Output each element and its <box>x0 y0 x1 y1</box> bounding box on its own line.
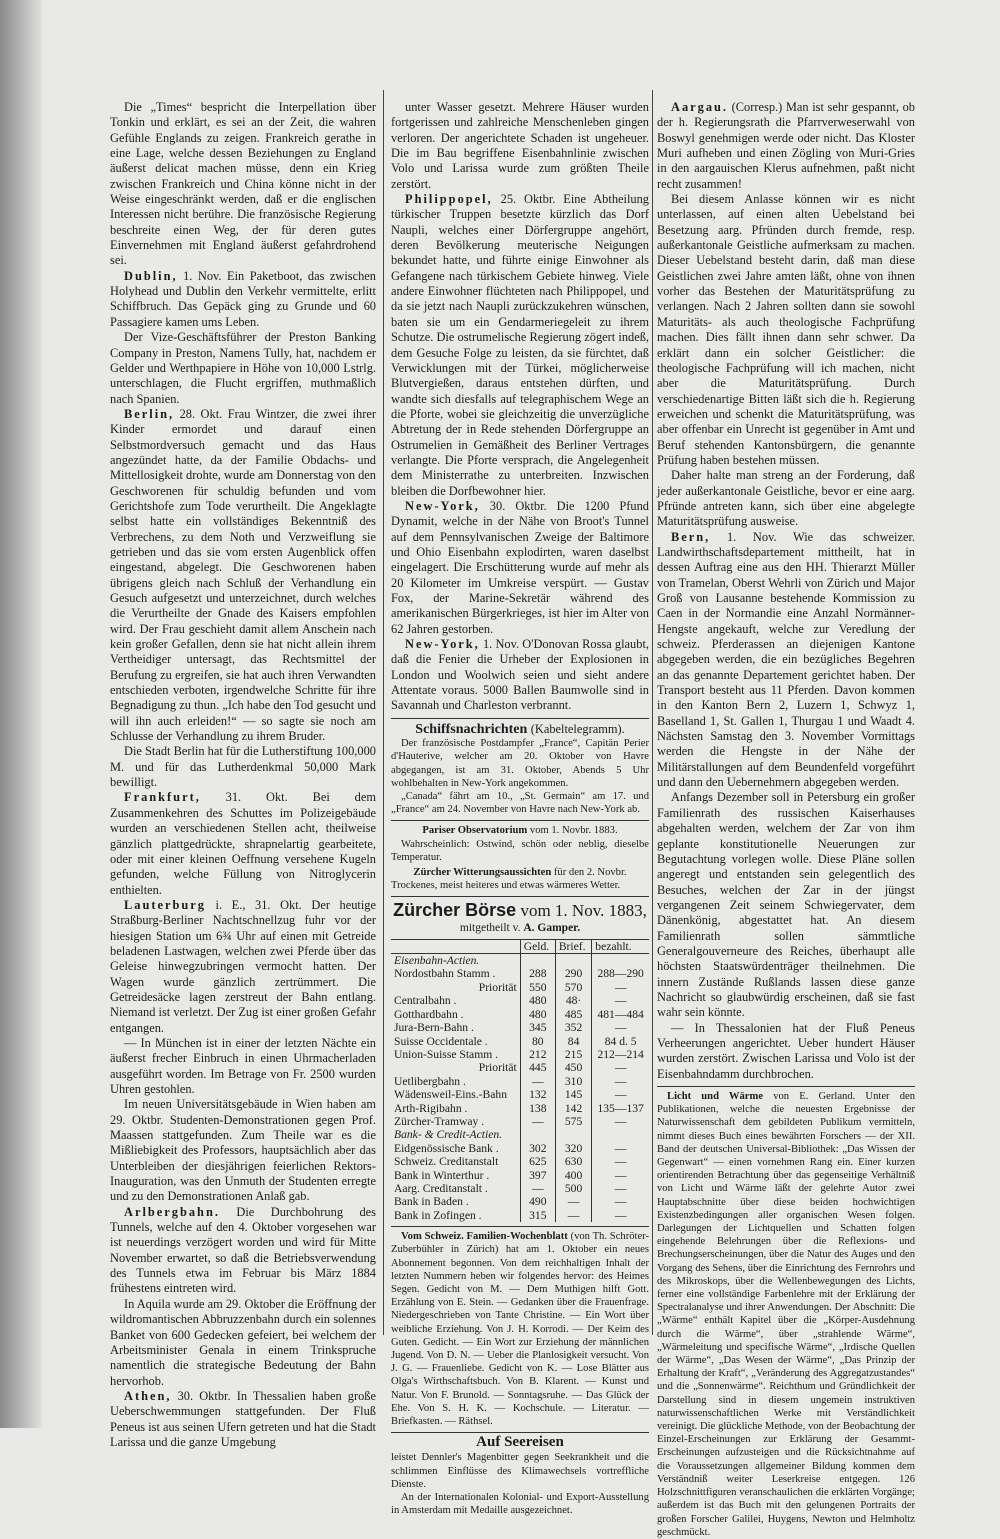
table-row <box>391 1115 649 1128</box>
book-review: Licht und Wärme von E. Gerland. Unter den Publikationen, welche die neuesten Ergebnisse der Naturwissenschaft dem gebildeten Publikum vermitteln, nimmt dieses Buch eines bewährten Forschers — der XII. Band der deutschen Universal-Bibliothek: „Das Wissen der Gegenwart“ — einen vornehmen Rang ein. Einer kurzen orientirenden Betrachtung über das gegenseitige Verhältniß von Licht und Wärme läßt der gelehrte Autor zwei Hauptabschnitte über diese beiden hochwichtigen Existenzbedingungen aller organischen Wesen folgen. Darlegungen der Lichtquellen und Schatten folgen eingehende Belehrungen über die Reflexions- und Brechungserscheinungen, über die Natur des Auges und den Vorgang des Sehens, über die Einrichtung des Fernrohrs und des Mikroskops, über die Wellenbewegungen des Lichts, ferner eine vollständige Farbenlehre mit der Erklärung der Spectralanalyse und ihrer Anwendungen. Der Abschnitt: Die „Wärme“ enthält Kapitel über die „Körper-Ausdehnung durch die Wärme“, über „strahlende Wärme“, „Wärmeleitung und specifische Wärme“, „Irdische Quellen der Wärme“, „Das Wesen der Wärme“, „Das Prinzip der Erhaltung der Kraft“, „Veränderung des Aggregatzustandes“ und die „Sonnenwärme“. Reichthum und Gründlichkeit der Darstellung sind in diesem ungemein instruktiven naturwissenschaftlichen Werke mit Verständlichkeit vereinigt. Die glückliche Methode, von der Beobachtung der Einzel-Erscheinungen zur Erklärung der Gesammt-Erscheinungen aufzusteigen und die Rücksichtnahme auf die Voraussetzungen allgemeiner Bildung kommen dem Verständniß weiter Leserkreise entgegen. 126 Holzschnittfiguren veranschaulichen die erklärten Vorgänge; außerdem ist das Buch mit den gelungenen Portraits der großen Forscher Galilei, Huygens, Newton und Helmholtz geschmückt. <box>657 1091 916 1538</box>
table-cell: 315 <box>520 1209 555 1222</box>
table-cell: — <box>592 1075 649 1088</box>
divider <box>391 1226 649 1227</box>
table-row <box>391 1048 649 1061</box>
article-paragraph: Der Vize-Geschäftsführer der Preston Banking Company in Preston, Namens Tully, hat, nachdem er Gelder und Werthpapiere in Höhe von 10,000 Lstrlg. unterschlagen, die Flucht ergriffen, muthmaßlich nach Spanien. <box>110 330 376 406</box>
divider <box>657 1086 915 1087</box>
table-cell: 288—290 <box>592 967 649 980</box>
article-paragraph: Bern, 1. Nov. Wie das schweizer. Landwirthschaftsdepartement mittheilt, hat in dessen Auftrag eine aus den HH. Thierarzt Müller von Tramelan, Oberst Wehrli von Zürich und Major Groß von Lausanne bestehende Kommission zu Caen in der Normandie eine Anzahl Normänner-Hengste angekauft, welche zur Veredlung der schweiz. Pferderassen an diejenigen Kantone abgegeben werden, die ein bezügliches Begehren an das genannte Departement gerichtet haben. Der Transport besteht aus 11 Pferden. Davon kommen in den Kanton Bern 2, Luzern 1, Schwyz 1, Baselland 1, St. Gallen 1, Thurgau 1 und Waadt 4. Nächsten Samstag den 3. November Vormittags werden die Hengste in der Nähe der Militärstallungen auf dem Beundenfeld vorgeführt und dann den Uebernehmern abgegeben werden. <box>657 529 915 790</box>
table-cell: — <box>592 981 649 994</box>
column-rule <box>652 90 653 1335</box>
article-dateline: Frankfurt, <box>124 790 201 805</box>
table-cell: — <box>555 1195 591 1208</box>
table-cell: 400 <box>555 1169 591 1182</box>
table-row <box>391 1061 649 1074</box>
article-paragraph: Bei diesem Anlasse können wir es nicht unterlassen, auf einen alten Uebelstand bei Besetzung aarg. Pfründen durch fremde, resp. außerkantonale Geistliche aufmerksam zu machen. Dieser Uebelstand besteht darin, daß man diese Geistlichen zwei Jahre amten läßt, ohne von ihnen vorher das Bestehen der Maturitätsprüfung zu verlangen. Nach 2 Jahren sollten dann sie sowohl Maturitäts- als auch theologische Fachprüfung machen. Dies fällt ihnen dann sehr schwer. Da erklärt dann ein solcher Geistlicher: die theologische Fachprüfung will ich machen, nicht aber die Maturitätsprüfung. Durch verschiedenartige Bitten läßt sich die h. Regierung erweichen und schenkt die Maturitätsprüfung, was aber offenbar ein Unrecht ist gegenüber in Amt und Beruf stehenden Kantonsbürgern, die genannte Prüfung haben bestehen müssen. <box>657 192 915 467</box>
table-cell: 142 <box>555 1102 591 1115</box>
table-cell: Gotthardbahn . <box>394 1007 464 1021</box>
article-paragraph: Berlin, 28. Okt. Frau Wintzer, die zwei ihrer Kinder ermordet und darauf einen Selbstmordversuch gemacht und das Haus angezündet hatte, da der Familie Obdachs- und Mittellosigkeit drohte, wurde am Donnerstag von den Geschworenen für schuldig befunden und vom Gerichtshofe zum Tode verurtheilt. Die Angeklagte selbst hatte ein vollständiges Bekenntniß des Verbrechens, zu dem Noth und Verzweiflung sie getrieben und das sie vom ersten Augenblick offen eingestand, abgelegt. Die Geschworenen haben übrigens gleich nach Schluß der Verhandlung ein Gesuch aufgesetzt und unterzeichnet, durch welches die Verurtheilte der Gnade des Kaisers empfohlen wird. Der Frau geschieht damit allem Anschein nach kein großer Gefallen, denn sie hat nicht allein ihrem Vertheidiger untersagt, das Rechtsmittel der Berufung zu ergreifen, sie hat auch ihren Verwandten entschieden verboten, irgendwelche Schritte für ihre Begnadigung zu thun. „Ich habe den Tod gesucht und will ihn auch erleiden!“ — so sagte sie noch am Schlusse der Verhandlung zu ihrem Bruder. <box>110 406 376 744</box>
table-row <box>391 1142 649 1155</box>
table-cell: Bank in Baden . <box>394 1195 469 1209</box>
table-cell: 215 <box>555 1048 591 1061</box>
column-header: bezahlt. <box>592 939 649 953</box>
table-cell: — <box>592 1209 649 1222</box>
table-cell: Nordostbahn Stamm . <box>394 967 496 981</box>
table-cell: Wädensweil-Eins.-Bahn <box>394 1088 508 1102</box>
table-row <box>391 981 649 994</box>
table-cell: — <box>520 1182 555 1195</box>
table-cell: 212 <box>520 1048 555 1061</box>
table-cell: Uetlibergbahn . <box>394 1074 466 1088</box>
table-cell: — <box>592 1021 649 1034</box>
article-paragraph: Frankfurt, 31. Okt. Bei dem Zusammenkehren des Schuttes im Polizeigebäude wurden an verschiedenen Stellen acht, theilweise gänzlich plattgedrückte, shrapnelartig gearbeitete, oder mit einer kleinen Oeffnung versehene Kugeln gefunden, welche Füllung von Nitroglycerin enthielten. <box>110 790 376 897</box>
article-paragraph: Anfangs Dezember soll in Petersburg ein großer Familienrath des russischen Kaiserhauses abgehalten werden, welchem der Zar von ihm geplante konstitutionelle Neuerungen zur Begutachtung vorlegen wolle. Diese Pläne sollen angeregt und entstanden sein gelegentlich des Besuches, welchen der Zar in der jüngst vergangenen Zeit seinem Schwiegervater, dem Dänenkönig, abgestattet hat. An diesem Familienrath sollen sämmtliche Generalgouverneure des Reiches, überhaupt alle höchsten Staatswürdenträger theilnehmen. Die innern Zustände Rußlands lassen diese ganze Nachricht so glaubwürdig erscheinen, daß sie fast wahr sein könnte. <box>657 790 915 1020</box>
table-cell: Priorität <box>478 1061 517 1075</box>
table-cell: 212—214 <box>592 1048 649 1061</box>
table-cell: 138 <box>520 1102 555 1115</box>
table-cell: 135—137 <box>592 1102 649 1115</box>
table-row <box>391 994 649 1007</box>
table-cell: Eidgenössische Bank . <box>394 1141 499 1155</box>
divider <box>391 718 649 719</box>
table-row <box>391 1035 649 1048</box>
table-cell: Arth-Rigibahn . <box>394 1101 468 1115</box>
article-dateline: New-York, <box>405 637 480 652</box>
article-paragraph: Daher halte man streng an der Forderung, daß jeder außerkantonale Geistliche, bevor er eine aarg. Pfründe antreten kann, sich über eine abgelegte Maturitätsprüfung ausweise. <box>657 468 915 529</box>
article-paragraph: Im neuen Universitätsgebäude in Wien haben am 29. Oktbr. Studenten-Demonstrationen gegen Prof. Maassen stattgefunden. Zum Theile war es die Mißliebigkeit des Professors, hauptsächlich aber das Unterbleiben der diesjährigen feierlichen Rektors-Inauguration, was den Unmuth der Studenten erregte und zu den Demonstrationen Anlaß gab. <box>110 1097 376 1204</box>
table-cell: — <box>592 1061 649 1074</box>
table-row <box>391 1088 649 1101</box>
ship-news <box>391 722 649 817</box>
table-cell: Bank in Zofingen . <box>394 1208 482 1222</box>
table-cell: 132 <box>520 1088 555 1101</box>
table-cell: 480 <box>520 1008 555 1021</box>
table-cell: Zürcher-Tramway . <box>394 1114 485 1128</box>
article-paragraph: Philippopel, 25. Oktbr. Eine Abtheilung türkischer Truppen besetzte kürzlich das Dorf Naupli, welches einer Dörfergruppe angehört, deren Bevölkerung meuterische Neigungen bekundet hatte, und führte einige Einwohner als Gefangene nach türkischem Gebiete hinweg. Viele andere Einwohner flüchteten nach Philippopel, und da sie jetzt nach Naupli zurückzukehren wünschen, baten sie um ein Gendarmeriegeleit zu ihrem Schutze. Die ostrumelische Regierung zögert indeß, dem Gesuche Folge zu leisten, da sie fürchtet, daß Verwicklungen mit der Türkei, möglicherweise Blutvergießen, daraus entstehen dürften, und wandte sich diesfalls auf telegraphischem Wege an die Pforte, wobei sie gleichzeitig die unverzügliche Abtretung der in Rede stehenden Dörfergruppe an Ostrumelien in Gemäßheit des Berliner Vertrages verlangte. Die Pforte versprach, die Angelegenheit dem Ministerrathe zu unterbreiten. Inzwischen bleiben die Dorfbewohner hier. <box>391 192 649 498</box>
divider <box>391 896 649 897</box>
table-cell: — <box>520 1115 555 1128</box>
table-cell: 84 d. 5 <box>592 1035 649 1048</box>
table-cell: 450 <box>555 1061 591 1074</box>
table-cell: 288 <box>520 967 555 980</box>
table-cell: — <box>592 1088 649 1101</box>
table-cell: 490 <box>520 1195 555 1208</box>
advertisement: Auf Seereisen leistet Dennler's Magenbitter gegen Seekrankheit und die schlimmen Einflüsse des Klimawechsels vortreffliche Dienste. An der Internationalen Kolonial- und Export-Ausstellung in Amsterdam mit Medaille ausgezeichnet. <box>391 1434 649 1517</box>
table-cell: — <box>592 1142 649 1155</box>
table-cell: Suisse Occidentale . <box>394 1034 488 1048</box>
table-cell: 302 <box>520 1142 555 1155</box>
table-cell: Centralbahn . <box>394 994 457 1008</box>
table-cell: 320 <box>555 1142 591 1155</box>
article-paragraph: Arlbergbahn. Die Durchbohrung des Tunnels, welche auf den 4. Oktober vorgesehen war ist neuerdings verzögert worden und wird für Mitte November erwartet, so daß die Betriebsverwendung des Tunnels etwa im Februar bis März 1884 frühestens eintreten wird. <box>110 1204 376 1296</box>
column-2-articles <box>391 100 649 714</box>
article-dateline: Athen, <box>124 1388 172 1403</box>
article-paragraph: Lauterburg i. E., 31. Okt. Der heutige Straßburg-Berliner Nachtschnellzug fuhr vor der hiesigen Station um 6¾ Uhr auf einen mit Getreide beladenen Lastwagen, welchen zwei Pferde über das Geleise hinwegzubringen vermocht hatten. Der Wagen wurde gänzlich zertrümmert. Die Getreidesäcke lagen zerstreut der Bahn entlang. Niemand ist verletzt. Der Zug ist einer großen Gefahr entgangen. <box>110 897 376 1035</box>
group-label: Bank- & Credit-Actien. <box>394 1128 503 1142</box>
table-cell: 575 <box>555 1115 591 1128</box>
table-cell: 290 <box>555 967 591 980</box>
table-cell: 352 <box>555 1021 591 1034</box>
table-cell: 550 <box>520 981 555 994</box>
article-dateline: Bern, <box>671 529 711 544</box>
table-cell: 145 <box>555 1088 591 1101</box>
article-paragraph: Die „Times“ bespricht die Interpellation über Tonkin und erklärt, es sei an der Zeit, die wahren Gefühle Englands zu zeigen. Frankreich gerathe in eine Lage, welche dessen Beziehungen zu England äußerst delicat machen müsse, denn ein Krieg zwischen Frankreich und China könne nicht in der Weise eingeschränkt werden, daß er die englischen Interessen nicht berühre. Die französische Regierung beschreite einen Weg, der für deren gutes Einvernehmen mit England äußerst gefahrdrohend sei. <box>110 100 376 268</box>
divider <box>391 1432 649 1433</box>
column-3 <box>657 100 915 1539</box>
scan-edge <box>0 0 42 1428</box>
table-cell: Bank in Winterthur . <box>394 1168 490 1182</box>
article-dateline: Arlbergbahn. <box>124 1204 220 1219</box>
table-cell: — <box>592 994 649 1007</box>
table-cell: — <box>592 1115 649 1128</box>
family-weekly-notice: Vom Schweiz. Familien-Wochenblatt (von Th. Schröter-Zuberbühler in Zürich) hat am 1. Oktober ein neues Abonnement begonnen. Von dem reichhaltigen Inhalt der letzten Nummern heben wir folgendes hervor: des Heimes Segen. Gedicht von M. — Dem Muthigen hilft Gott. Erzählung von E. Stein. — Gedanken über die Frauenfrage. Niedergeschrieben von Tante Christine. — Ein Wort über weibliche Erziehung. Von J. H. Korrodi. — Der Keim des Guten. Gedicht. — Ein Wort zur Erziehung der männlichen Jugend. Von D. N. — Ueber die Planlosigkeit versucht. Von J. G. — Frauenliebe. Gedicht von K. — Lose Blätter aus Olga's Wirthschaftsbuch. Von B. Klarent. — Kunst und Natur. Von F. Brunold. — Sonntagsruhe. — Das Glück der Ehe. Von S. H. K. — Kochschule. — Literatur. — Briefkasten. — Räthsel. <box>391 1231 650 1428</box>
table-cell: 310 <box>555 1075 591 1088</box>
table-row <box>391 967 649 980</box>
table-cell: Schweiz. Creditanstalt <box>394 1155 499 1169</box>
column-2 <box>391 100 649 1517</box>
divider <box>391 820 649 821</box>
article-dateline: Berlin, <box>124 406 175 421</box>
article-paragraph: Dublin, 1. Nov. Ein Paketboot, das zwischen Holyhead und Dublin den Verkehr vermittelte, erlitt Schiffbruch. Das Gepäck ging zu Grunde und 60 Passagiere kamen ums Leben. <box>110 268 376 329</box>
table-cell: Aarg. Creditanstalt . <box>394 1181 488 1195</box>
exchange-table <box>391 939 649 1223</box>
column-rule <box>383 90 384 1335</box>
article-paragraph: New-York, 1. Nov. O'Donovan Rossa glaubt, daß die Fenier die Urheber der Explosionen in London und Woolwich seien und sieht andere Attentate voraus. 5000 Ballen Baumwolle sind in Savannah und Charleston verbrannt. <box>391 637 649 713</box>
column-1 <box>110 100 376 1450</box>
table-cell: 485 <box>555 1008 591 1021</box>
table-cell: Union-Suisse Stamm . <box>394 1047 499 1061</box>
article-paragraph: — In Thessalonien hat der Fluß Peneus Verheerungen angerichtet. Ueber hundert Häuser wurden zerstört. Zwischen Larissa und Volo ist der Eisenbahndamm durchbrochen. <box>657 1020 915 1081</box>
column-3-articles <box>657 100 915 1082</box>
table-cell: — <box>592 1169 649 1182</box>
table-cell: — <box>592 1182 649 1195</box>
table-cell: 445 <box>520 1061 555 1074</box>
article-paragraph: New-York, 30. Oktbr. Die 1200 Pfund Dynamit, welche in der Nähe von Broot's Tunnel auf dem Pennsylvanischen Zweige der Baltimore und Ohio Eisenbahn explodirten, waren daselbst eingelagert. Die Erschütterung wurde auf mehr als 20 Kilometer im Umkreise verspürt. — Gustav Fox, der Marine-Sekretär während des amerikanischen Bürgerkrieges, ist hier im Alter von 62 Jahren gestorben. <box>391 498 649 636</box>
table-cell: — <box>592 1195 649 1208</box>
table-cell: Priorität <box>478 980 517 994</box>
group-label: Eisenbahn-Actien. <box>394 954 480 968</box>
table-row <box>391 1155 649 1168</box>
table-cell: 480 <box>520 994 555 1007</box>
exchange-report: Zürcher Börse vom 1. Nov. 1883, mitgetheilt v. A. Gamper. Geld. Brief. bezahlt. Eisenbahn-Actien. Nordostbahn Stamm . 288 290 288—290 Priorität 550 570 — Centralbahn . 480 48· — Gotthardbahn . 480 485 481—484 Jura-Bern-Bahn . 345 352 — Suisse Occidentale . 80 84 84 d. 5 Union-Suisse Stamm . 212 215 212—214 Priorität 445 450 — Uetlibergbahn . — 310 — Wädensweil-Eins.-Bahn 132 145 — Arth-Rigibahn . 138 142 135—137 Zürcher-Tramway . — 575 — Bank- & Credit-Actien. Eidgenössische Bank . 302 320 — Schweiz. Creditanstalt 625 630 — Bank in Winterthur . 397 400 — Aarg. Creditanstalt . — 500 — Bank in Baden . 490 — — Bank in Zofingen . 315 — — <box>391 900 649 1222</box>
article-paragraph: unter Wasser gesetzt. Mehrere Häuser wurden fortgerissen und zahlreiche Menschenleben gingen verloren. Der angerichtete Schaden ist ungeheuer. Die im Bau begriffene Eisenbahnlinie zwischen Volo und Larissa wurde zum größten Theile zerstört. <box>391 100 649 191</box>
article-paragraph: Athen, 30. Oktbr. In Thessalien haben große Ueberschwemmungen stattgefunden. Der Fluß Peneus ist aus seinen Ufern getreten und hat die Stadt Larissa und die ganze Umgebung <box>110 1388 376 1449</box>
article-dateline: Philippopel, <box>405 192 493 207</box>
table-row <box>391 1021 649 1034</box>
table-row <box>391 1209 649 1222</box>
table-cell: 630 <box>555 1155 591 1168</box>
article-dateline: Dublin, <box>124 268 178 283</box>
ship-news-text: Der französische Postdampfer „France“, Capitän Perier d'Hauterive, welcher am 20. Oktober von Havre abgegangen, ist am 31. Oktober, Abends 5 Uhr wohlbehalten in New-York angekommen. <box>391 738 649 789</box>
ship-news-text: „Canada“ fährt am 10., „St. Germain“ am 17. und „France“ am 24. November von Havre nach New-York ab. <box>391 790 649 816</box>
article-dateline: New-York, <box>405 498 480 513</box>
observatory: Pariser Observatorium vom 1. Novbr. 1883. Wahrscheinlich: Ostwind, schön oder neblig, dieselbe Temperatur. Zürcher Witterungsaussichten für den 2. Novbr. Trockenes, meist heiteres und etwas wärmeres Wetter. <box>391 825 649 892</box>
article-paragraph: — In München ist in einer der letzten Nächte ein äußerst frecher Einbruch in einen Uhrmacherladen ausgeführt worden. Im Betrage von Fr. 2500 wurden Uhren gestohlen. <box>110 1035 376 1096</box>
table-row <box>391 1075 649 1088</box>
table-cell: — <box>592 1155 649 1168</box>
article-paragraph: In Aquila wurde am 29. Oktober die Eröffnung der wildromantischen Abbruzzenbahn durch ein solennes Banket von 600 Gedecken gefeiert, bei welchem der Arbeitsminister Genala in einem Trinkspruche namentlich die strategische Bedeutung der Bahn hervorhob. <box>110 1296 376 1388</box>
table-cell: 48· <box>555 994 591 1007</box>
article-paragraph: Die Stadt Berlin hat für die Lutherstiftung 100,000 M. und für das Lutherdenkmal 50,000 Mark bewilligt. <box>110 744 376 790</box>
table-cell: 345 <box>520 1021 555 1034</box>
table-row <box>391 1008 649 1021</box>
article-dateline: Aargau. <box>671 100 729 114</box>
table-cell: 481—484 <box>592 1008 649 1021</box>
table-row <box>391 1169 649 1182</box>
table-cell: 500 <box>555 1182 591 1195</box>
column-header: Brief. <box>555 939 591 953</box>
table-cell: — <box>555 1209 591 1222</box>
article-paragraph: Aargau. (Corresp.) Man ist sehr gespannt, ob der h. Regierungsrath die Pfarrverweserwahl von Boswyl genehmigen werde oder nicht. Das Kloster Muri aufheben und einen Zögling von Muri-Gries in den aargauischen Klerus aufnehmen, paßt nicht recht zusammen! <box>657 100 915 191</box>
ship-news-title: Schiffsnachrichten (Kabeltelegramm). <box>415 721 625 737</box>
table-row <box>391 1102 649 1115</box>
article-dateline: Lauterburg <box>124 897 206 912</box>
table-row <box>391 1195 649 1208</box>
table-cell: 80 <box>520 1035 555 1048</box>
table-cell: 625 <box>520 1155 555 1168</box>
column-header: Geld. <box>520 939 555 953</box>
table-cell: Jura-Bern-Bahn . <box>394 1021 474 1035</box>
table-cell: — <box>520 1075 555 1088</box>
table-cell: 84 <box>555 1035 591 1048</box>
table-row <box>391 1182 649 1195</box>
table-cell: 397 <box>520 1169 555 1182</box>
table-cell: 570 <box>555 981 591 994</box>
